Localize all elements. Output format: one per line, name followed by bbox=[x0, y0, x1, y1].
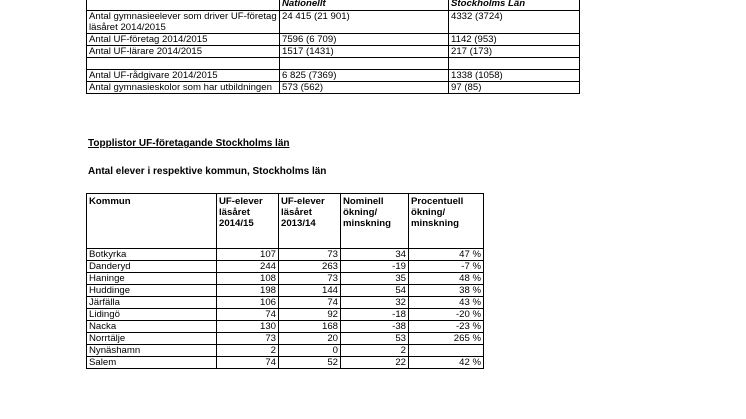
cell-students-2013-14: 0 bbox=[279, 345, 341, 357]
summary-row-empty bbox=[87, 58, 580, 70]
cell-nominal-change: 22 bbox=[341, 357, 409, 369]
cell-students-2014-15: 130 bbox=[217, 321, 279, 333]
header-percent-change: Procentuell ökning/ minskning bbox=[409, 194, 484, 249]
table-row bbox=[87, 345, 484, 357]
table-row bbox=[87, 297, 484, 309]
summary-row-label bbox=[87, 58, 280, 70]
cell-students-2014-15: 106 bbox=[217, 297, 279, 309]
cell-kommun: Botkyrka bbox=[87, 249, 217, 261]
cell-percent-change: 43 % bbox=[409, 297, 484, 309]
table-row bbox=[87, 357, 484, 369]
summary-row bbox=[87, 70, 580, 82]
summary-row-label: Antal gymnasieelever som driver UF-företag läsåret 2014/2015 bbox=[87, 11, 280, 34]
summary-row bbox=[87, 34, 580, 46]
summary-table bbox=[86, 0, 580, 94]
cell-percent-change: 42 % bbox=[409, 357, 484, 369]
cell-students-2014-15: 2 bbox=[217, 345, 279, 357]
summary-row-label: Antal UF-företag 2014/2015 bbox=[87, 34, 280, 46]
cell-kommun: Lidingö bbox=[87, 309, 217, 321]
summary-header-row bbox=[87, 0, 580, 11]
municipality-header-row bbox=[87, 194, 484, 249]
summary-row bbox=[87, 82, 580, 94]
summary-row-stockholm: 4332 (3724) bbox=[449, 11, 580, 34]
summary-row-national: 1517 (1431) bbox=[280, 46, 449, 58]
table-row bbox=[87, 309, 484, 321]
cell-kommun: Nynäshamn bbox=[87, 345, 217, 357]
cell-percent-change: -23 % bbox=[409, 321, 484, 333]
cell-nominal-change: -38 bbox=[341, 321, 409, 333]
table-row bbox=[87, 321, 484, 333]
cell-students-2013-14: 20 bbox=[279, 333, 341, 345]
cell-students-2014-15: 74 bbox=[217, 357, 279, 369]
summary-row-label: Antal UF-rådgivare 2014/2015 bbox=[87, 70, 280, 82]
summary-row bbox=[87, 11, 580, 34]
cell-nominal-change: 34 bbox=[341, 249, 409, 261]
cell-nominal-change: 35 bbox=[341, 273, 409, 285]
cell-students-2014-15: 107 bbox=[217, 249, 279, 261]
cell-kommun: Huddinge bbox=[87, 285, 217, 297]
cell-percent-change: -20 % bbox=[409, 309, 484, 321]
cell-percent-change: 47 % bbox=[409, 249, 484, 261]
cell-students-2013-14: 263 bbox=[279, 261, 341, 273]
header-students-2014-15: UF-elever läsåret 2014/15 bbox=[217, 194, 279, 249]
cell-students-2013-14: 144 bbox=[279, 285, 341, 297]
cell-nominal-change: -18 bbox=[341, 309, 409, 321]
header-students-2013-14: UF-elever läsåret 2013/14 bbox=[279, 194, 341, 249]
cell-students-2013-14: 73 bbox=[279, 273, 341, 285]
summary-row-national: 6 825 (7369) bbox=[280, 70, 449, 82]
cell-nominal-change: 2 bbox=[341, 345, 409, 357]
cell-nominal-change: 32 bbox=[341, 297, 409, 309]
summary-row-stockholm: 1338 (1058) bbox=[449, 70, 580, 82]
cell-kommun: Haninge bbox=[87, 273, 217, 285]
cell-students-2014-15: 74 bbox=[217, 309, 279, 321]
cell-percent-change: 265 % bbox=[409, 333, 484, 345]
summary-row-national bbox=[280, 58, 449, 70]
cell-students-2014-15: 198 bbox=[217, 285, 279, 297]
cell-students-2013-14: 52 bbox=[279, 357, 341, 369]
header-nominal-change: Nominell ökning/ minskning bbox=[341, 194, 409, 249]
municipality-table-body bbox=[87, 249, 484, 369]
cell-students-2013-14: 74 bbox=[279, 297, 341, 309]
summary-row-national: 24 415 (21 901) bbox=[280, 11, 449, 34]
cell-students-2013-14: 168 bbox=[279, 321, 341, 333]
summary-row-label: Antal UF-lärare 2014/2015 bbox=[87, 46, 280, 58]
summary-row-national: 573 (562) bbox=[280, 82, 449, 94]
cell-percent-change: 48 % bbox=[409, 273, 484, 285]
summary-header-stockholm: Stockholms Län bbox=[449, 0, 580, 11]
cell-students-2014-15: 108 bbox=[217, 273, 279, 285]
cell-students-2014-15: 244 bbox=[217, 261, 279, 273]
cell-students-2013-14: 73 bbox=[279, 249, 341, 261]
summary-row-stockholm bbox=[449, 58, 580, 70]
table-row bbox=[87, 333, 484, 345]
summary-row-stockholm: 97 (85) bbox=[449, 82, 580, 94]
cell-nominal-change: 53 bbox=[341, 333, 409, 345]
cell-percent-change bbox=[409, 345, 484, 357]
cell-nominal-change: 54 bbox=[341, 285, 409, 297]
summary-header-national: Nationellt bbox=[280, 0, 449, 11]
cell-nominal-change: -19 bbox=[341, 261, 409, 273]
cell-students-2014-15: 73 bbox=[217, 333, 279, 345]
cell-kommun: Nacka bbox=[87, 321, 217, 333]
summary-row-national: 7596 (6 709) bbox=[280, 34, 449, 46]
table-row bbox=[87, 285, 484, 297]
cell-kommun: Salem bbox=[87, 357, 217, 369]
cell-kommun: Norrtälje bbox=[87, 333, 217, 345]
summary-header-label bbox=[87, 0, 280, 11]
municipality-table bbox=[86, 193, 484, 369]
section-title: Topplistor UF-företagande Stockholms län bbox=[88, 138, 290, 149]
cell-percent-change: 38 % bbox=[409, 285, 484, 297]
table-row bbox=[87, 261, 484, 273]
table-row bbox=[87, 273, 484, 285]
summary-row-stockholm: 1142 (953) bbox=[449, 34, 580, 46]
sub-title: Antal elever i respektive kommun, Stockholms län bbox=[88, 166, 327, 177]
summary-row-label: Antal gymnasieskolor som har utbildningen bbox=[87, 82, 280, 94]
cell-percent-change: -7 % bbox=[409, 261, 484, 273]
cell-kommun: Danderyd bbox=[87, 261, 217, 273]
cell-kommun: Järfälla bbox=[87, 297, 217, 309]
summary-row bbox=[87, 46, 580, 58]
table-row bbox=[87, 249, 484, 261]
header-kommun: Kommun bbox=[87, 194, 217, 249]
cell-students-2013-14: 92 bbox=[279, 309, 341, 321]
summary-row-stockholm: 217 (173) bbox=[449, 46, 580, 58]
